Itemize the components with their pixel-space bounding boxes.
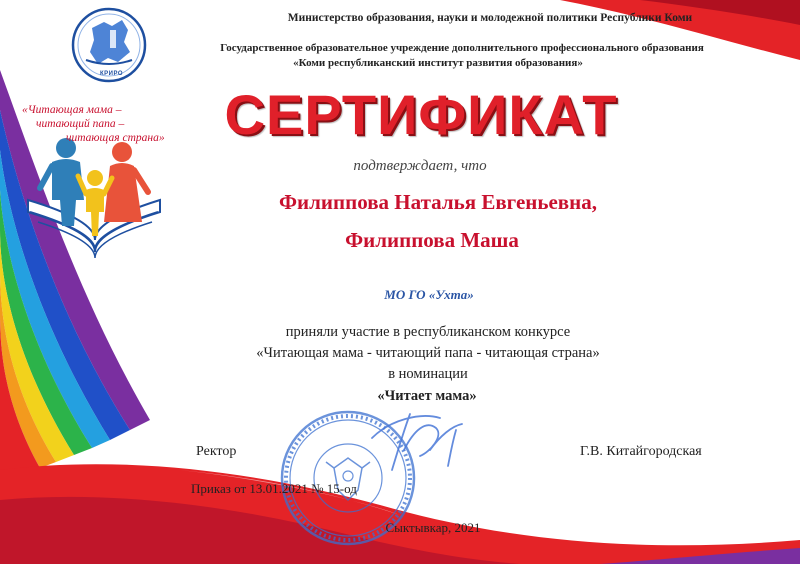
recipient-name-2: Филиппова Маша: [345, 228, 519, 252]
institution-line-2: «Коми республиканский институт развития образования»: [293, 57, 583, 69]
slogan-line: читающий папа –: [36, 118, 125, 130]
signer-name: Г.В. Китайгородская: [580, 444, 702, 459]
institution-line-1: Государственное образовательное учреждение дополнительного профессионального образования: [220, 42, 704, 54]
slogan-line: читающая страна»: [66, 132, 165, 144]
certificate-title: СЕРТИФИКАТ: [224, 83, 618, 146]
recipient-name-1: Филиппова Наталья Евгеньевна,: [279, 190, 597, 214]
participation-text: приняли участие в республиканском конкурсе: [285, 324, 571, 340]
logo-abbreviation: КРИРО: [100, 71, 124, 77]
rector-label: Ректор: [196, 444, 237, 459]
competition-name: «Читающая мама - читающий папа - читающая страна»: [256, 345, 600, 361]
ministry-name: Министерство образования, науки и молодежной политики Республики Коми: [287, 12, 693, 24]
order-reference: Приказ от 13.01.2021 № 15-од: [191, 481, 357, 496]
nomination-label: в номинации: [388, 366, 468, 382]
district-name: МО ГО «Ухта»: [384, 287, 474, 302]
nomination-name: «Читает мама»: [377, 388, 477, 404]
confirms-phrase: подтверждает, что: [353, 158, 487, 174]
slogan-line: «Читающая мама –: [22, 104, 122, 116]
place-and-year: Сыктывкар, 2021: [385, 520, 481, 535]
